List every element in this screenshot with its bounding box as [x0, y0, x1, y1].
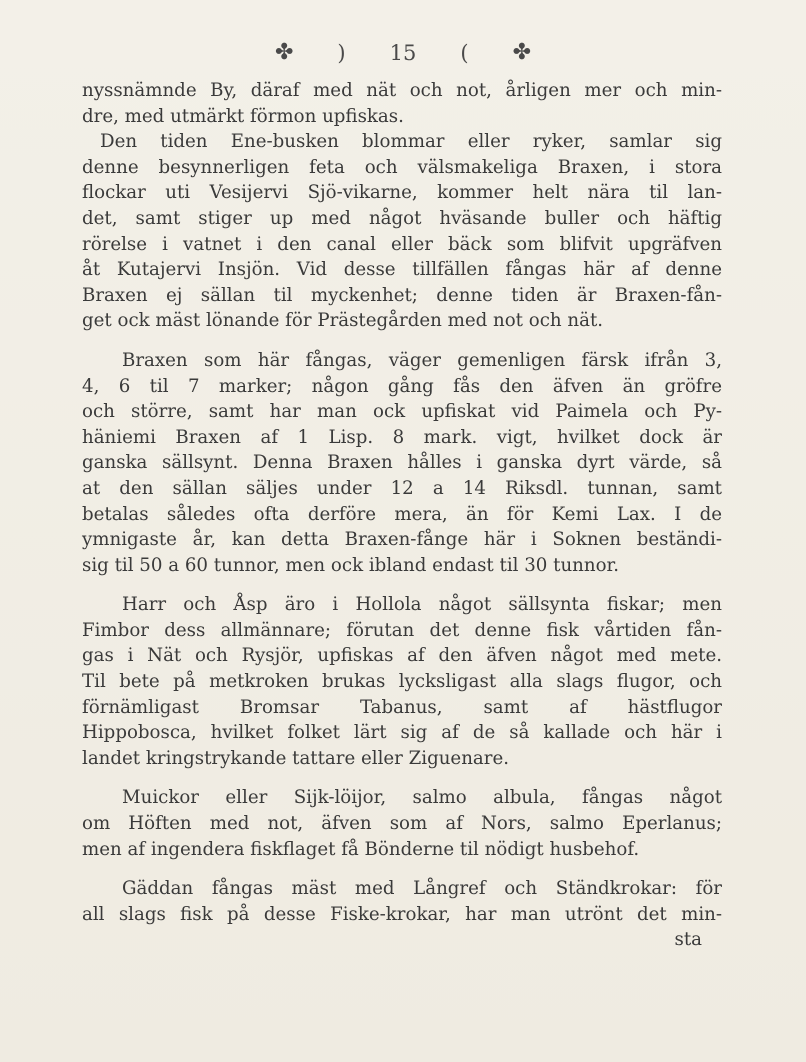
text-line: Fimbor dess allmännare; förutan det denne fisk vårtiden fån- — [82, 619, 722, 641]
text-line: get ock mäst lönande för Prästegården med not och nät. — [82, 310, 604, 332]
text-line: rörelse i vatnet i den canal eller bäck som blifvit upgräfven — [82, 233, 722, 255]
paragraph-start: Gäddan fångas mäst med Långref och Ständkrokar: för — [122, 878, 722, 900]
text-line: flockar uti Vesijervi Sjö-vikarne, kommer helt nära til lan- — [82, 182, 722, 204]
text-line: och större, samt har man ock upfiskat vid Paimela och Py- — [82, 401, 722, 423]
right-ornament-icon: ✤ — [512, 40, 531, 65]
page-number: 15 — [389, 40, 417, 65]
text-line: denne besynnerligen feta och välsmakeliga Braxen, i stora — [82, 156, 722, 178]
left-paren: ) — [337, 40, 346, 65]
running-header — [0, 40, 806, 65]
paragraph-start: Muickor eller Sijk-löijor, salmo albula, fångas något — [122, 787, 722, 809]
text-line: at den sällan säljes under 12 a 14 Riksdl. tunnan, samt — [82, 477, 722, 499]
text-line: Hippobosca, hvilket folket lärt sig af de så kallade och här i — [82, 722, 722, 744]
text-line: förnämligast Bromsar Tabanus, samt af hästflugor — [82, 696, 722, 718]
text-line: landet kringstrykande tattare eller Ziguenare. — [82, 747, 509, 769]
paragraph-start: Braxen som här fångas, väger gemenligen färsk ifrån 3, — [122, 349, 722, 371]
text-line: ymnigaste år, kan detta Braxen-fånge här i Soknen beständi- — [82, 529, 722, 551]
text-line: dre, med utmärkt förmon upfiskas. — [82, 105, 404, 127]
text-line: sig til 50 a 60 tunnor, men ock ibland endast til 30 tunnor. — [82, 554, 620, 576]
catchword: sta — [674, 929, 702, 951]
text-line: Til bete på metkroken brukas lycksligast alla slags flugor, och — [82, 671, 722, 693]
text-line: ganska sällsynt. Denna Braxen hålles i ganska dyrt värde, så — [82, 452, 722, 474]
left-ornament-icon: ✤ — [274, 40, 294, 65]
text-line: men af ingendera fiskflaget få Bönderne til nödigt husbehof. — [82, 838, 640, 860]
text-line: gas i Nät och Rysjör, upfiskas af den äfven något med mete. — [82, 645, 722, 667]
text-line: nyssnämnde By, däraf med nät och not, årligen mer och min- — [82, 80, 722, 101]
text-line: häniemi Braxen af 1 Lisp. 8 mark. vigt, hvilket dock är — [82, 426, 722, 448]
text-line: det, samt stiger up med något hväsande buller och häftig — [82, 207, 722, 229]
body-text — [82, 78, 722, 953]
text-line: om Höften med not, äfven som af Nors, salmo Eperlanus; — [82, 813, 722, 835]
paragraph-start: Harr och Åsp äro i Hollola något sällsynta fiskar; men — [122, 594, 722, 616]
paragraph-start: Den tiden Ene-busken blommar eller ryker, samlar sig — [100, 131, 722, 153]
text-line: Braxen ej sällan til myckenhet; denne tiden är Braxen-fån- — [82, 284, 722, 306]
right-paren: ( — [460, 40, 469, 65]
text-line: betalas således ofta derföre mera, än för Kemi Lax. I de — [82, 503, 722, 525]
text-line: 4, 6 til 7 marker; någon gång fås den äfven än gröfre — [82, 375, 722, 397]
text-line: all slags fisk på desse Fiske-krokar, har man utrönt det min- — [82, 903, 722, 925]
text-line: åt Kutajervi Insjön. Vid desse tillfällen fångas här af denne — [82, 259, 722, 281]
